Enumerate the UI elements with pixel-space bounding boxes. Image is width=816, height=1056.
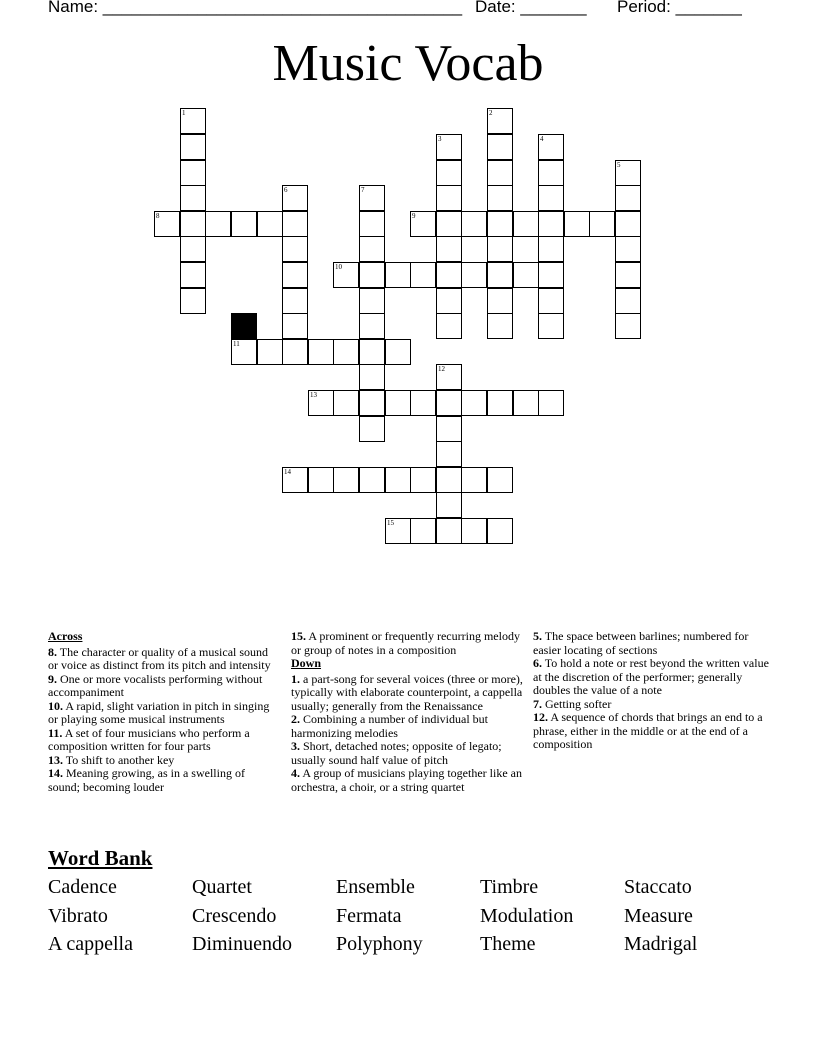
- date-field[interactable]: Date: _______: [475, 0, 587, 16]
- grid-cell[interactable]: [436, 518, 462, 544]
- grid-cell[interactable]: [359, 211, 385, 237]
- grid-cell[interactable]: [359, 416, 385, 442]
- clue-across-15: 15. A prominent or frequently recurring melody or group of notes in a composition: [291, 629, 520, 657]
- grid-cell[interactable]: [436, 185, 462, 211]
- grid-cell[interactable]: [436, 134, 462, 160]
- clue-down-2: 2. Combining a number of individual but harmonizing melodies: [291, 712, 488, 740]
- grid-cell[interactable]: [205, 211, 231, 237]
- clues-column-1: [48, 630, 273, 794]
- grid-cell[interactable]: [410, 262, 436, 288]
- grid-cell[interactable]: [180, 134, 206, 160]
- grid-cell[interactable]: [359, 339, 385, 365]
- grid-cell[interactable]: [231, 339, 257, 365]
- clue-number: 3: [438, 135, 442, 143]
- word-bank-item: Polyphony: [336, 933, 423, 955]
- clue-down-3: 3. Short, detached notes; opposite of legato; usually sound half value of pitch: [291, 739, 502, 767]
- grid-cell[interactable]: [436, 313, 462, 339]
- grid-cell[interactable]: [282, 185, 308, 211]
- grid-cell[interactable]: [538, 236, 564, 262]
- grid-cell[interactable]: [487, 518, 513, 544]
- grid-cell[interactable]: [282, 288, 308, 314]
- grid-cell[interactable]: [461, 262, 487, 288]
- clue-number: 9: [412, 212, 416, 220]
- grid-cell[interactable]: [333, 390, 359, 416]
- grid-cell[interactable]: [615, 185, 641, 211]
- clues-column-2: [291, 630, 523, 794]
- grid-cell[interactable]: [180, 185, 206, 211]
- word-bank-item: Measure: [624, 905, 693, 927]
- grid-cell[interactable]: [564, 211, 590, 237]
- clue-number: 5: [617, 161, 621, 169]
- grid-cell[interactable]: [461, 390, 487, 416]
- word-bank-item: Madrigal: [624, 933, 698, 955]
- grid-cell[interactable]: [615, 160, 641, 186]
- grid-cell[interactable]: [385, 262, 411, 288]
- clue-across-9: 9. One or more vocalists performing without accompaniment: [48, 671, 263, 699]
- grid-cell[interactable]: [487, 185, 513, 211]
- grid-cell[interactable]: [487, 467, 513, 493]
- grid-cell[interactable]: [359, 262, 385, 288]
- grid-cell[interactable]: [513, 390, 539, 416]
- grid-cell[interactable]: [180, 262, 206, 288]
- grid-cell[interactable]: [487, 108, 513, 134]
- grid-cell[interactable]: [359, 236, 385, 262]
- clue-number: 7: [361, 186, 365, 194]
- grid-cell[interactable]: [615, 236, 641, 262]
- grid-cell[interactable]: [282, 313, 308, 339]
- grid-cell[interactable]: [282, 262, 308, 288]
- grid-cell[interactable]: [410, 518, 436, 544]
- clue-across-14: 14. Meaning growing, as in a swelling of sound; becoming louder: [48, 766, 245, 794]
- grid-cell[interactable]: [487, 236, 513, 262]
- word-bank-item: Theme: [480, 933, 536, 955]
- grid-block: [231, 313, 257, 339]
- grid-cell[interactable]: [513, 211, 539, 237]
- grid-cell[interactable]: [461, 518, 487, 544]
- grid-cell[interactable]: [436, 160, 462, 186]
- grid-cell[interactable]: [461, 467, 487, 493]
- grid-cell[interactable]: [154, 211, 180, 237]
- grid-cell[interactable]: [615, 313, 641, 339]
- word-bank-item: Staccato: [624, 876, 692, 898]
- down-heading: Down: [291, 656, 322, 670]
- grid-cell[interactable]: [308, 467, 334, 493]
- grid-cell[interactable]: [436, 492, 462, 518]
- word-bank-item: Fermata: [336, 905, 402, 927]
- grid-cell[interactable]: [180, 211, 206, 237]
- word-bank-item: Diminuendo: [192, 933, 292, 955]
- grid-cell[interactable]: [410, 211, 436, 237]
- grid-cell[interactable]: [538, 262, 564, 288]
- across-heading: Across: [48, 629, 83, 643]
- grid-cell[interactable]: [487, 262, 513, 288]
- grid-cell[interactable]: [180, 236, 206, 262]
- grid-cell[interactable]: [436, 364, 462, 390]
- grid-cell[interactable]: [436, 211, 462, 237]
- word-bank-item: Timbre: [480, 876, 539, 898]
- grid-cell[interactable]: [282, 467, 308, 493]
- clue-number: 4: [540, 135, 544, 143]
- word-bank-item: Crescendo: [192, 905, 277, 927]
- grid-cell[interactable]: [538, 185, 564, 211]
- grid-cell[interactable]: [282, 339, 308, 365]
- grid-cell[interactable]: [180, 160, 206, 186]
- grid-cell[interactable]: [359, 185, 385, 211]
- word-bank-item: A cappella: [48, 933, 133, 955]
- grid-cell[interactable]: [359, 313, 385, 339]
- grid-cell[interactable]: [308, 339, 334, 365]
- grid-cell[interactable]: [359, 390, 385, 416]
- grid-cell[interactable]: [385, 339, 411, 365]
- clues-column-3: [533, 630, 769, 752]
- grid-cell[interactable]: [461, 211, 487, 237]
- grid-cell[interactable]: [231, 211, 257, 237]
- clue-down-7: 7. Getting softer: [533, 696, 612, 711]
- clue-number: 6: [284, 186, 288, 194]
- grid-cell[interactable]: [282, 236, 308, 262]
- clue-across-10: 10. A rapid, slight variation in pitch in singing or playing some musical instruments: [48, 698, 270, 726]
- grid-cell[interactable]: [615, 211, 641, 237]
- grid-cell[interactable]: [436, 390, 462, 416]
- grid-cell[interactable]: [410, 390, 436, 416]
- clue-number: 12: [438, 365, 445, 373]
- grid-cell[interactable]: [615, 262, 641, 288]
- word-bank-item: Ensemble: [336, 876, 415, 898]
- word-bank-item: Modulation: [480, 905, 574, 927]
- clue-down-1: 1. a part-song for several voices (three or more), typically with elaborate counterpoint, a cappella usually; generally from the Renaissance: [291, 671, 523, 713]
- clue-across-13: 13. To shift to another key: [48, 752, 175, 767]
- grid-cell[interactable]: [436, 467, 462, 493]
- period-field[interactable]: Period: _______: [617, 0, 742, 16]
- clue-number: 11: [233, 340, 240, 348]
- grid-cell[interactable]: [487, 134, 513, 160]
- clue-number: 1: [182, 109, 186, 117]
- grid-cell[interactable]: [359, 288, 385, 314]
- grid-cell[interactable]: [487, 211, 513, 237]
- word-bank-item: Cadence: [48, 876, 117, 898]
- grid-cell[interactable]: [385, 518, 411, 544]
- grid-cell[interactable]: [257, 339, 283, 365]
- clue-number: 14: [284, 468, 291, 476]
- grid-cell[interactable]: [538, 211, 564, 237]
- grid-cell[interactable]: [436, 288, 462, 314]
- grid-cell[interactable]: [257, 211, 283, 237]
- grid-cell[interactable]: [513, 262, 539, 288]
- grid-cell[interactable]: [180, 108, 206, 134]
- grid-cell[interactable]: [436, 236, 462, 262]
- grid-cell[interactable]: [538, 134, 564, 160]
- clue-number: 2: [489, 109, 493, 117]
- grid-cell[interactable]: [538, 160, 564, 186]
- grid-cell[interactable]: [180, 288, 206, 314]
- grid-cell[interactable]: [487, 160, 513, 186]
- clue-across-11: 11. A set of four musicians who perform a composition written for four parts: [48, 725, 250, 753]
- grid-cell[interactable]: [333, 467, 359, 493]
- grid-cell[interactable]: [436, 441, 462, 467]
- page-title: Music Vocab: [272, 35, 544, 92]
- word-bank-item: Quartet: [192, 876, 252, 898]
- word-bank-item: Vibrato: [48, 905, 108, 927]
- grid-cell[interactable]: [487, 390, 513, 416]
- grid-cell[interactable]: [333, 262, 359, 288]
- grid-cell[interactable]: [359, 467, 385, 493]
- grid-cell[interactable]: [385, 390, 411, 416]
- grid-cell[interactable]: [385, 467, 411, 493]
- clue-down-6: 6. To hold a note or rest beyond the written value at the discretion of the performer; generally doubles the value of a note: [533, 656, 769, 697]
- clue-number: 8: [156, 212, 160, 220]
- grid-cell[interactable]: [615, 288, 641, 314]
- grid-cell[interactable]: [487, 313, 513, 339]
- grid-cell[interactable]: [333, 339, 359, 365]
- word-bank-title: Word Bank: [48, 846, 153, 870]
- grid-cell[interactable]: [538, 390, 564, 416]
- clue-down-4: 4. A group of musicians playing together like an orchestra, a choir, or a string quartet: [291, 766, 522, 794]
- grid-cell[interactable]: [308, 390, 334, 416]
- clue-number: 10: [335, 263, 342, 271]
- clue-across-8: 8. The character or quality of a musical sound or voice as distinct from its pitch and intensity: [48, 644, 271, 672]
- grid-cell[interactable]: [538, 288, 564, 314]
- grid-cell[interactable]: [589, 211, 615, 237]
- grid-cell[interactable]: [436, 416, 462, 442]
- clue-number: 15: [387, 519, 394, 527]
- name-field[interactable]: Name: ______________________________________: [48, 0, 463, 16]
- grid-cell[interactable]: [359, 364, 385, 390]
- clue-number: 13: [310, 391, 317, 399]
- grid-cell[interactable]: [487, 288, 513, 314]
- grid-cell[interactable]: [410, 467, 436, 493]
- grid-cell[interactable]: [282, 211, 308, 237]
- clue-down-12: 12. A sequence of chords that brings an end to a phrase, either in the middle or at the end of a composition: [533, 710, 763, 751]
- clue-down-5: 5. The space between barlines; numbered for easier locating of sections: [533, 629, 749, 657]
- grid-cell[interactable]: [538, 313, 564, 339]
- grid-cell[interactable]: [436, 262, 462, 288]
